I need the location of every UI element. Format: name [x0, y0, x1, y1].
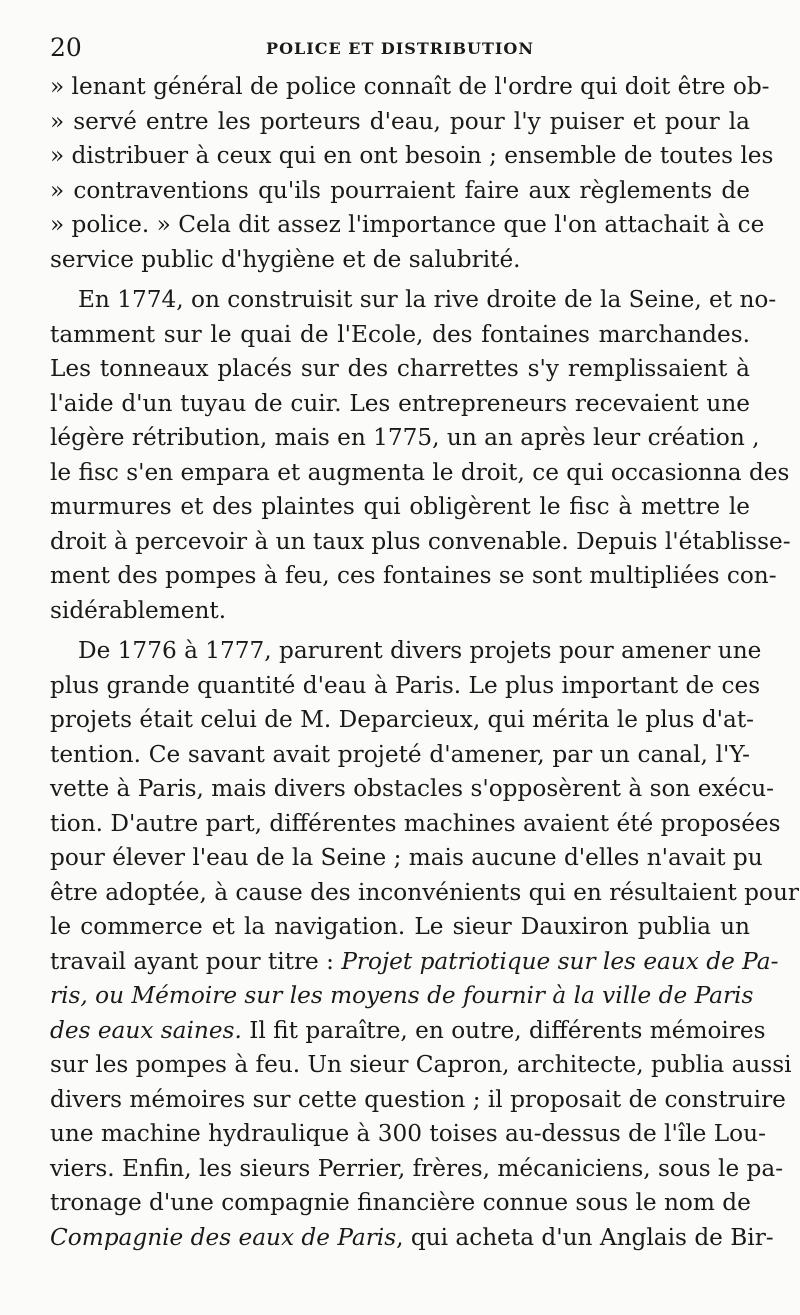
text-segment: une machine hydraulique à 300 toises au-dessus de l'île Lou-	[50, 1120, 766, 1147]
text-segment: sur les pompes à feu. Un sieur Capron, architecte, publia aussi	[50, 1051, 792, 1078]
text-line	[50, 490, 750, 525]
text-line	[50, 105, 750, 140]
text-segment: tamment sur le quai de l'Ecole, des fontaines marchandes.	[50, 320, 750, 348]
italic-text: ris, ou Mémoire sur les moyens de fournir à la ville de Paris	[50, 982, 754, 1009]
text-segment: l'aide d'un tuyau de cuir. Les entrepreneurs recevaient une	[50, 389, 750, 417]
text-segment: tion. D'autre part, différentes machines avaient été proposées	[50, 809, 781, 837]
text-line	[50, 559, 777, 594]
text-segment: » servé entre les porteurs d'eau, pour l'y puiser et pour la	[50, 107, 750, 135]
text-line	[50, 945, 779, 980]
text-line	[50, 525, 791, 560]
text-segment: » contraventions qu'ils pourraient faire aux règlements de	[50, 176, 750, 204]
text-segment: vette à Paris, mais divers obstacles s'opposèrent à son exécu-	[50, 775, 775, 802]
text-line	[50, 1014, 766, 1049]
page-header	[50, 33, 750, 63]
text-line	[50, 841, 763, 876]
text-segment: travail ayant pour titre :	[50, 947, 342, 975]
text-segment: le fisc s'en empara et augmenta le droit, ce qui occasionna des	[50, 458, 790, 486]
text-segment: De 1776 à 1777, parurent divers projets pour amener une	[78, 637, 762, 664]
text-line	[50, 979, 754, 1014]
paragraph	[50, 70, 774, 277]
italic-text: Projet patriotique sur les eaux de Pa-	[341, 947, 779, 975]
text-line	[50, 283, 777, 318]
paragraph	[50, 283, 791, 628]
text-line	[50, 456, 790, 491]
text-segment: En 1774, on construisit sur la rive droite de la Seine, et no-	[78, 286, 777, 313]
text-line	[50, 208, 765, 243]
text-segment: Il fit paraître, en outre, différents mémoires	[241, 1016, 766, 1044]
text-segment: sidérablement.	[50, 596, 227, 624]
paragraph	[50, 634, 799, 1255]
text-segment: être adoptée, à cause des inconvénients qui en résultaient pour	[50, 878, 799, 906]
text-line	[50, 243, 750, 278]
text-line	[50, 174, 750, 209]
text-segment: le commerce et la navigation. Le sieur Dauxiron publia un	[50, 913, 750, 940]
text-segment: Les tonneaux placés sur des charrettes s'y remplissaient à	[50, 355, 750, 382]
text-segment: » police. » Cela dit assez l'importance que l'on attachait à ce	[50, 211, 765, 238]
text-segment: service public d'hygiène et de salubrité.	[50, 245, 521, 273]
text-line	[50, 387, 750, 422]
text-segment: murmures et des plaintes qui obligèrent le fisc à mettre le	[50, 493, 750, 520]
text-segment: plus grande quantité d'eau à Paris. Le plus important de ces	[50, 671, 761, 699]
text-line	[50, 634, 762, 669]
body-text	[50, 70, 799, 1255]
text-line	[50, 669, 761, 704]
text-segment: , qui acheta d'un Anglais de Bir-	[396, 1223, 774, 1251]
text-segment: pour élever l'eau de la Seine ; mais aucune d'elles n'avait pu	[50, 844, 763, 871]
text-line	[50, 139, 774, 174]
text-line	[50, 1083, 786, 1118]
text-line	[50, 738, 750, 773]
page-number: 20	[50, 33, 82, 62]
italic-text: Compagnie des eaux de Paris	[50, 1223, 397, 1251]
text-line	[50, 1221, 774, 1256]
text-line	[50, 1152, 784, 1187]
text-segment: tronage d'une compagnie financière connue sous le nom de	[50, 1189, 751, 1216]
text-segment: viers. Enfin, les sieurs Perrier, frères, mécaniciens, sous le pa-	[50, 1154, 784, 1182]
text-segment: » lenant général de police connaît de l'ordre qui doit être ob-	[50, 73, 770, 100]
text-segment: légère rétribution, mais en 1775, un an après leur création ,	[50, 424, 760, 451]
text-line	[50, 1186, 750, 1221]
text-line	[50, 876, 799, 911]
text-line	[50, 1048, 792, 1083]
text-line	[50, 703, 755, 738]
text-segment: projets était celui de M. Deparcieux, qui mérita le plus d'at-	[50, 706, 755, 733]
text-line	[50, 910, 750, 945]
text-segment: » distribuer à ceux qui en ont besoin ; ensemble de toutes les	[50, 142, 774, 169]
text-line	[50, 1117, 766, 1152]
italic-text: des eaux saines.	[50, 1016, 242, 1044]
text-line	[50, 594, 750, 629]
text-line	[50, 807, 781, 842]
text-line	[50, 318, 750, 353]
text-line	[50, 421, 760, 456]
text-segment: divers mémoires sur cette question ; il proposait de construire	[50, 1085, 786, 1113]
text-segment: tention. Ce savant avait projeté d'amener, par un canal, l'Y-	[50, 740, 750, 768]
text-line	[50, 352, 750, 387]
text-segment: droit à percevoir à un taux plus convenable. Depuis l'établisse-	[50, 527, 791, 555]
text-line	[50, 70, 770, 105]
running-title: POLICE ET DISTRIBUTION	[266, 39, 534, 58]
text-segment: ment des pompes à feu, ces fontaines se sont multipliées con-	[50, 562, 777, 589]
text-line	[50, 772, 775, 807]
